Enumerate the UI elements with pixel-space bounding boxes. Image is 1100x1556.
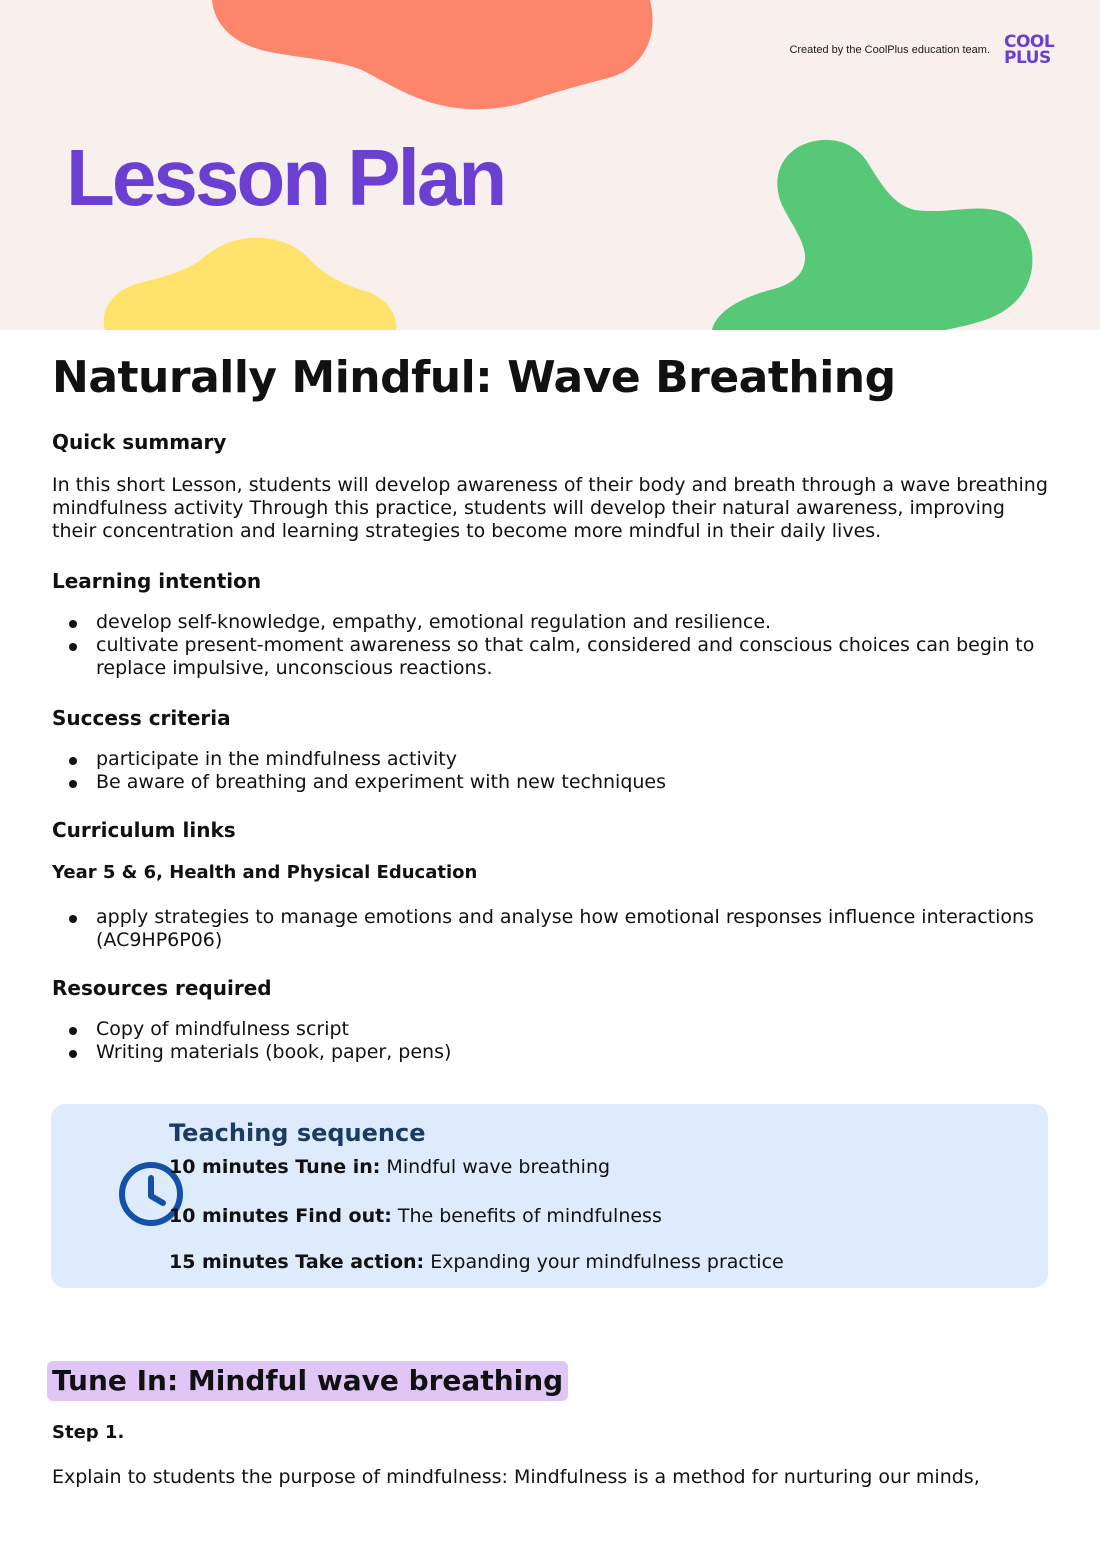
- sequence-text: Expanding your mindfulness practice: [430, 1251, 784, 1273]
- curriculum-heading: Curriculum links: [52, 818, 236, 842]
- logo-line-1: COOL: [1004, 32, 1055, 52]
- logo-line-2: PLUS: [1004, 48, 1051, 68]
- teaching-sequence-title: Teaching sequence: [169, 1119, 426, 1147]
- intention-heading: Learning intention: [52, 569, 262, 593]
- bullet-icon: [69, 757, 77, 765]
- teaching-sequence-box: [51, 1104, 1048, 1288]
- green-blob: [712, 140, 1032, 330]
- sequence-text: Mindful wave breathing: [386, 1156, 611, 1178]
- sequence-label: 15 minutes Take action:: [169, 1251, 425, 1273]
- bullet-icon: [69, 1027, 77, 1035]
- bullet-icon: [69, 915, 77, 923]
- lesson-content: [52, 348, 1052, 1064]
- list-item-text: participate in the mindfulness activity: [96, 748, 457, 770]
- sequence-row: [169, 1154, 610, 1180]
- page-title: Lesson Plan: [66, 133, 505, 222]
- success-heading: Success criteria: [52, 706, 231, 730]
- summary-heading: Quick summary: [52, 430, 227, 454]
- list-item-text: Copy of mindfulness script: [96, 1018, 350, 1040]
- summary-text: In this short Lesson, students will develop awareness of their body and breath through a wave breathing mindfulness activity Through this practice, students will develop their natural awareness, improving their concentration and learning strategies to become more mindful in their daily lives.: [52, 474, 1048, 542]
- resources-list: [52, 1018, 1052, 1064]
- sequence-label: 10 minutes Tune in:: [169, 1156, 381, 1178]
- step-text: Explain to students the purpose of mindfulness: Mindfulness is a method for nurturing our minds,: [52, 1466, 980, 1488]
- list-item: [52, 611, 1052, 634]
- coral-blob: [212, 0, 653, 109]
- list-item: [52, 634, 1052, 680]
- curriculum-subheading: Year 5 & 6, Health and Physical Education: [52, 862, 478, 883]
- intention-list: [52, 611, 1052, 680]
- coolplus-logo: [1004, 34, 1068, 66]
- list-item: [52, 1018, 1052, 1041]
- yellow-blob: [104, 238, 396, 330]
- sequence-label: 10 minutes Find out:: [169, 1205, 392, 1227]
- list-item-text: apply strategies to manage emotions and analyse how emotional responses influence interactions (AC9HP6P06): [96, 906, 1034, 951]
- list-item: [52, 906, 1052, 952]
- sequence-row: [169, 1203, 662, 1229]
- credit-text: Created by the CoolPlus education team.: [789, 44, 990, 56]
- bullet-icon: [69, 780, 77, 788]
- bullet-icon: [69, 1050, 77, 1058]
- sequence-row: [169, 1249, 784, 1275]
- list-item-text: Be aware of breathing and experiment with new techniques: [96, 771, 667, 793]
- list-item: [52, 1041, 1052, 1064]
- tune-in-heading: Tune In: Mindful wave breathing: [47, 1361, 568, 1401]
- bullet-icon: [69, 620, 77, 628]
- lesson-title: Naturally Mindful: Wave Breathing: [52, 352, 896, 403]
- header-banner: [0, 0, 1100, 330]
- list-item: [52, 771, 1052, 794]
- step-label: Step 1.: [52, 1422, 125, 1443]
- bullet-icon: [69, 643, 77, 651]
- list-item: [52, 748, 1052, 771]
- list-item-text: develop self-knowledge, empathy, emotional regulation and resilience.: [96, 611, 772, 633]
- success-list: [52, 748, 1052, 794]
- list-item-text: cultivate present-moment awareness so that calm, considered and conscious choices can begin to replace impulsive, unconscious reactions.: [96, 634, 1035, 679]
- curriculum-list: [52, 906, 1052, 952]
- list-item-text: Writing materials (book, paper, pens): [96, 1041, 452, 1063]
- sequence-text: The benefits of mindfulness: [397, 1205, 662, 1227]
- resources-heading: Resources required: [52, 976, 272, 1000]
